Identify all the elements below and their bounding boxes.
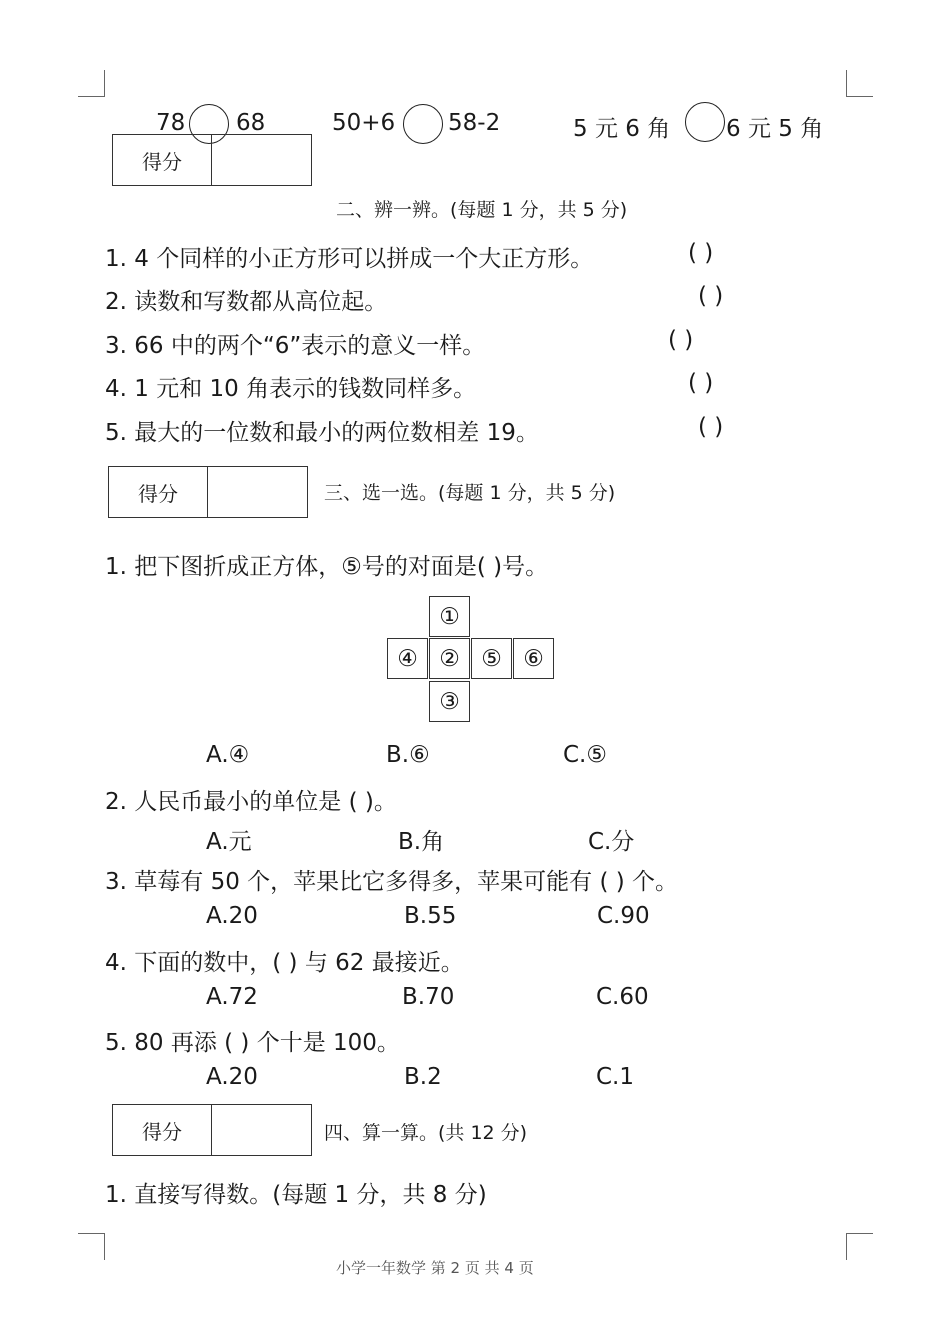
judge-blank-1[interactable]: ( ) [688, 240, 714, 266]
choice-q3: 3. 草莓有 50 个，苹果比它多得多，苹果可能有 ( ) 个。 [105, 869, 679, 895]
choice-q5: 5. 80 再添 ( ) 个十是 100。 [105, 1030, 400, 1056]
net-face-2: ② [429, 638, 470, 679]
q1-option-c[interactable]: C.⑤ [563, 742, 607, 768]
net-face-3: ③ [429, 681, 470, 722]
q2-option-a[interactable]: A.元 [206, 829, 252, 855]
crop-mark-bottom-right [846, 1233, 873, 1260]
choice-q2: 2. 人民币最小的单位是 ( )。 [105, 789, 397, 815]
net-face-1: ① [429, 596, 470, 637]
judge-item-2: 2. 读数和写数都从高位起。 [105, 289, 388, 315]
compare-2-circle[interactable] [403, 104, 443, 144]
compare-3-circle[interactable] [685, 102, 725, 142]
score-field[interactable] [208, 467, 307, 517]
judge-blank-4[interactable]: ( ) [688, 370, 714, 396]
judge-blank-3[interactable]: ( ) [668, 327, 694, 353]
crop-mark-bottom-left [78, 1233, 105, 1260]
q4-option-b[interactable]: B.70 [402, 984, 455, 1010]
calc-q1: 1. 直接写得数。(每题 1 分，共 8 分) [105, 1182, 487, 1208]
q3-option-a[interactable]: A.20 [206, 903, 258, 929]
crop-mark-top-left [78, 70, 105, 97]
net-face-6: ⑥ [513, 638, 554, 679]
score-label: 得分 [113, 1105, 212, 1155]
q1-option-b[interactable]: B.⑥ [386, 742, 430, 768]
net-face-4: ④ [387, 638, 428, 679]
score-field[interactable] [212, 135, 311, 185]
choice-q4: 4. 下面的数中，( ) 与 62 最接近。 [105, 950, 464, 976]
judge-blank-5[interactable]: ( ) [698, 414, 724, 440]
score-field[interactable] [212, 1105, 311, 1155]
q2-option-b[interactable]: B.角 [398, 829, 445, 855]
q2-option-c[interactable]: C.分 [588, 829, 635, 855]
judge-item-3: 3. 66 中的两个“6”表示的意义一样。 [105, 333, 486, 359]
section2-title: 二、辨一辨。(每题 1 分，共 5 分) [336, 199, 628, 221]
section4-title: 四、算一算。(共 12 分) [324, 1122, 528, 1144]
net-face-5: ⑤ [471, 638, 512, 679]
score-label: 得分 [109, 467, 208, 517]
judge-item-1: 1. 4 个同样的小正方形可以拼成一个大正方形。 [105, 246, 594, 272]
q5-option-b[interactable]: B.2 [404, 1064, 442, 1090]
section3-title: 三、选一选。(每题 1 分，共 5 分) [324, 482, 616, 504]
q5-option-a[interactable]: A.20 [206, 1064, 258, 1090]
compare-3-left: 5 元 6 角 [573, 116, 671, 142]
compare-1-left: 78 [156, 110, 186, 136]
judge-item-5: 5. 最大的一位数和最小的两位数相差 19。 [105, 420, 539, 446]
compare-1-right: 68 [236, 110, 266, 136]
q3-option-c[interactable]: C.90 [597, 903, 650, 929]
page-footer: 小学一年数学 第 2 页 共 4 页 [336, 1259, 534, 1277]
judge-blank-2[interactable]: ( ) [698, 283, 724, 309]
score-box-2 [108, 466, 308, 518]
q1-option-a[interactable]: A.④ [206, 742, 250, 768]
score-box-1 [112, 134, 312, 186]
compare-3-right: 6 元 5 角 [726, 116, 824, 142]
score-label: 得分 [113, 135, 212, 185]
judge-item-4: 4. 1 元和 10 角表示的钱数同样多。 [105, 376, 477, 402]
compare-2-right: 58-2 [448, 110, 501, 136]
q3-option-b[interactable]: B.55 [404, 903, 457, 929]
q4-option-c[interactable]: C.60 [596, 984, 649, 1010]
crop-mark-top-right [846, 70, 873, 97]
q4-option-a[interactable]: A.72 [206, 984, 258, 1010]
score-box-3 [112, 1104, 312, 1156]
q5-option-c[interactable]: C.1 [596, 1064, 635, 1090]
choice-q1: 1. 把下图折成正方体，⑤号的对面是( )号。 [105, 554, 549, 580]
compare-2-left: 50+6 [332, 110, 396, 136]
